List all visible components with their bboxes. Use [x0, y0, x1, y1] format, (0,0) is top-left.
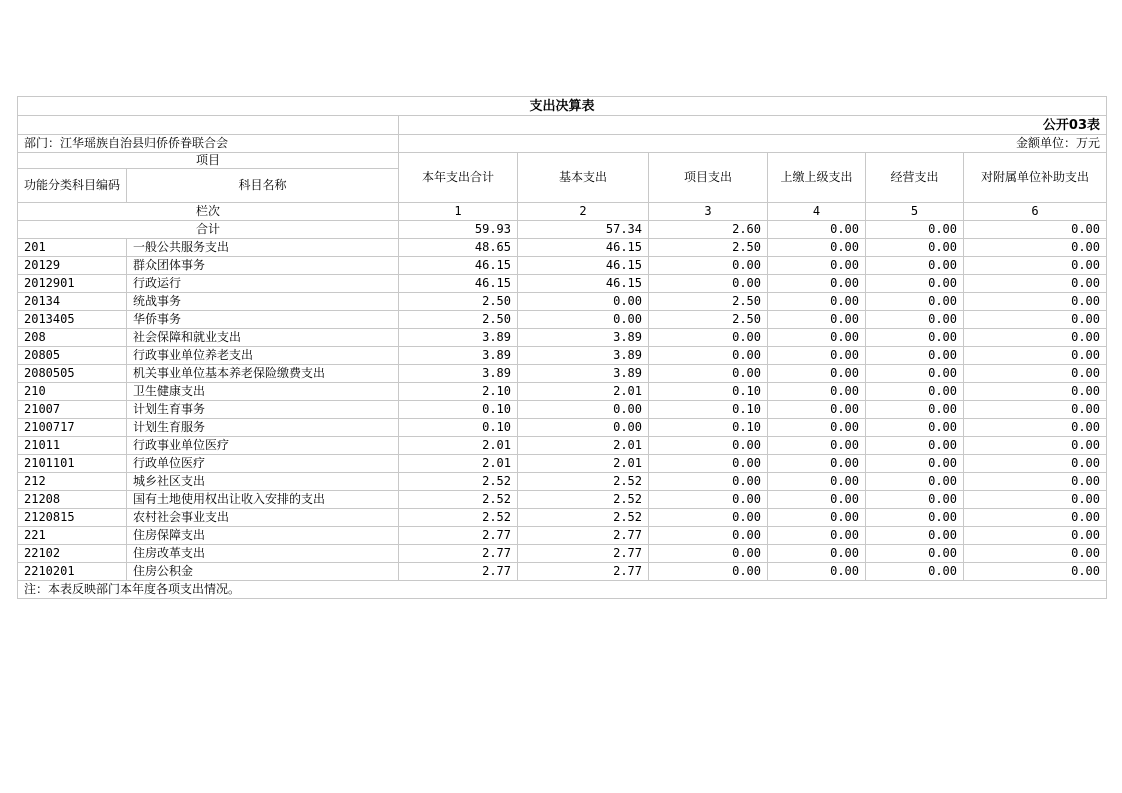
function-code-cell: 20134 — [18, 293, 127, 311]
amount-cell: 0.00 — [866, 401, 964, 419]
table-row — [18, 455, 1107, 473]
table-row — [18, 365, 1107, 383]
amount-cell: 0.00 — [768, 257, 866, 275]
amount-cell: 0.00 — [768, 419, 866, 437]
amount-cell: 0.00 — [649, 275, 768, 293]
amount-cell: 0.00 — [768, 365, 866, 383]
amount-cell: 0.00 — [768, 509, 866, 527]
expenditure-table-sheet — [17, 96, 1106, 599]
function-code-cell: 2080505 — [18, 365, 127, 383]
amount-cell: 0.00 — [649, 491, 768, 509]
col-number-1: 1 — [399, 203, 518, 221]
amount-cell: 0.00 — [964, 437, 1107, 455]
amount-cell: 0.00 — [768, 545, 866, 563]
amount-cell: 0.00 — [518, 311, 649, 329]
amount-cell: 0.00 — [649, 473, 768, 491]
table-row — [18, 347, 1107, 365]
amount-cell: 0.00 — [518, 401, 649, 419]
table-row — [18, 383, 1107, 401]
amount-cell: 0.00 — [964, 365, 1107, 383]
subject-name-cell: 行政事业单位医疗 — [127, 437, 399, 455]
amount-cell: 0.00 — [649, 509, 768, 527]
amount-cell: 2.01 — [518, 383, 649, 401]
amount-cell: 2.52 — [518, 509, 649, 527]
function-code-cell: 2210201 — [18, 563, 127, 581]
col-header-1: 本年支出合计 — [399, 153, 518, 203]
col-number-5: 5 — [866, 203, 964, 221]
total-row — [18, 221, 1107, 239]
amount-cell: 0.00 — [518, 293, 649, 311]
subject-name-cell: 行政单位医疗 — [127, 455, 399, 473]
amount-cell: 0.00 — [964, 329, 1107, 347]
function-code-cell: 2101101 — [18, 455, 127, 473]
amount-cell: 0.00 — [866, 329, 964, 347]
amount-cell: 0.00 — [964, 545, 1107, 563]
amount-cell: 2.10 — [399, 383, 518, 401]
amount-cell: 0.00 — [964, 509, 1107, 527]
amount-cell: 0.00 — [768, 473, 866, 491]
table-row — [18, 473, 1107, 491]
amount-cell: 0.00 — [964, 401, 1107, 419]
total-value: 0.00 — [964, 221, 1107, 239]
amount-cell: 3.89 — [518, 329, 649, 347]
amount-cell: 2.01 — [518, 437, 649, 455]
subject-name-cell: 国有土地使用权出让收入安排的支出 — [127, 491, 399, 509]
function-code-cell: 21011 — [18, 437, 127, 455]
total-label: 合计 — [18, 221, 399, 239]
col-header-2: 基本支出 — [518, 153, 649, 203]
amount-cell: 0.10 — [399, 419, 518, 437]
function-code-cell: 2120815 — [18, 509, 127, 527]
col-number-2: 2 — [518, 203, 649, 221]
function-code-cell: 210 — [18, 383, 127, 401]
subject-name-cell: 机关事业单位基本养老保险缴费支出 — [127, 365, 399, 383]
total-value: 57.34 — [518, 221, 649, 239]
subject-name-cell: 住房保障支出 — [127, 527, 399, 545]
form-number: 公开03表 — [399, 116, 1107, 135]
subject-name-cell: 计划生育事务 — [127, 401, 399, 419]
col-header-3: 项目支出 — [649, 153, 768, 203]
function-code-cell: 2100717 — [18, 419, 127, 437]
total-value: 0.00 — [768, 221, 866, 239]
amount-cell: 2.50 — [649, 239, 768, 257]
subject-name-cell: 农村社会事业支出 — [127, 509, 399, 527]
table-row — [18, 239, 1107, 257]
amount-cell: 2.77 — [399, 527, 518, 545]
subject-name-cell: 群众团体事务 — [127, 257, 399, 275]
amount-cell: 0.00 — [866, 347, 964, 365]
table-row — [18, 329, 1107, 347]
amount-cell: 0.00 — [866, 563, 964, 581]
project-header: 项目 — [18, 153, 399, 169]
amount-cell: 0.00 — [649, 563, 768, 581]
col-header-5: 经营支出 — [866, 153, 964, 203]
amount-cell: 0.00 — [866, 239, 964, 257]
amount-cell: 3.89 — [399, 365, 518, 383]
col-number-6: 6 — [964, 203, 1107, 221]
table-row — [18, 275, 1107, 293]
amount-cell: 0.00 — [964, 455, 1107, 473]
table-row — [18, 437, 1107, 455]
subject-name-cell: 住房公积金 — [127, 563, 399, 581]
amount-cell: 0.00 — [768, 437, 866, 455]
amount-cell: 0.00 — [768, 455, 866, 473]
amount-cell: 0.10 — [649, 383, 768, 401]
subject-name-cell: 卫生健康支出 — [127, 383, 399, 401]
amount-cell: 2.01 — [399, 455, 518, 473]
subject-name-cell: 计划生育服务 — [127, 419, 399, 437]
amount-cell: 0.00 — [964, 257, 1107, 275]
row-number-label: 栏次 — [18, 203, 399, 221]
amount-cell: 2.52 — [399, 491, 518, 509]
amount-cell: 2.50 — [399, 311, 518, 329]
amount-cell: 0.00 — [768, 347, 866, 365]
amount-cell: 2.77 — [518, 545, 649, 563]
amount-cell: 0.00 — [866, 473, 964, 491]
table-row — [18, 491, 1107, 509]
department-label: 部门：江华瑶族自治县归侨侨眷联合会 — [18, 135, 399, 153]
amount-cell: 0.00 — [768, 239, 866, 257]
amount-cell: 2.52 — [518, 473, 649, 491]
function-code-cell: 22102 — [18, 545, 127, 563]
amount-cell: 2.77 — [399, 545, 518, 563]
total-value: 2.60 — [649, 221, 768, 239]
amount-cell: 0.00 — [866, 293, 964, 311]
amount-cell: 0.00 — [964, 527, 1107, 545]
expenditure-table — [17, 96, 1107, 599]
amount-cell: 0.00 — [866, 437, 964, 455]
subject-name-cell: 社会保障和就业支出 — [127, 329, 399, 347]
amount-cell: 0.00 — [649, 257, 768, 275]
col-number-4: 4 — [768, 203, 866, 221]
subject-name-cell: 城乡社区支出 — [127, 473, 399, 491]
amount-cell: 48.65 — [399, 239, 518, 257]
amount-cell: 0.00 — [768, 563, 866, 581]
amount-cell: 0.00 — [768, 491, 866, 509]
amount-cell: 2.52 — [518, 491, 649, 509]
amount-cell: 0.00 — [964, 293, 1107, 311]
amount-cell: 0.00 — [866, 545, 964, 563]
amount-cell: 0.00 — [768, 275, 866, 293]
unit-label: 金额单位：万元 — [399, 135, 1107, 153]
amount-cell: 0.00 — [866, 257, 964, 275]
amount-cell: 0.00 — [964, 239, 1107, 257]
amount-cell: 0.00 — [866, 365, 964, 383]
amount-cell: 0.00 — [866, 275, 964, 293]
table-row — [18, 509, 1107, 527]
amount-cell: 2.52 — [399, 473, 518, 491]
table-note: 注：本表反映部门本年度各项支出情况。 — [18, 581, 1107, 599]
amount-cell: 0.00 — [964, 473, 1107, 491]
amount-cell: 2.50 — [649, 293, 768, 311]
amount-cell: 0.00 — [649, 527, 768, 545]
amount-cell: 3.89 — [518, 347, 649, 365]
amount-cell: 0.10 — [649, 419, 768, 437]
amount-cell: 2.50 — [649, 311, 768, 329]
amount-cell: 0.00 — [964, 383, 1107, 401]
amount-cell: 0.00 — [518, 419, 649, 437]
function-code-cell: 20805 — [18, 347, 127, 365]
amount-cell: 46.15 — [399, 257, 518, 275]
blank-cell — [18, 116, 399, 135]
amount-cell: 46.15 — [518, 275, 649, 293]
function-code-cell: 212 — [18, 473, 127, 491]
function-code-cell: 21007 — [18, 401, 127, 419]
amount-cell: 0.00 — [768, 311, 866, 329]
function-code-cell: 20129 — [18, 257, 127, 275]
table-row — [18, 563, 1107, 581]
amount-cell: 0.00 — [649, 329, 768, 347]
total-value: 0.00 — [866, 221, 964, 239]
name-col-header: 科目名称 — [127, 169, 399, 203]
function-code-cell: 2012901 — [18, 275, 127, 293]
amount-cell: 0.00 — [866, 311, 964, 329]
table-row — [18, 257, 1107, 275]
amount-cell: 0.10 — [399, 401, 518, 419]
amount-cell: 2.77 — [399, 563, 518, 581]
amount-cell: 0.00 — [649, 365, 768, 383]
subject-name-cell: 华侨事务 — [127, 311, 399, 329]
amount-cell: 0.00 — [649, 347, 768, 365]
amount-cell: 0.00 — [768, 293, 866, 311]
amount-cell: 2.52 — [399, 509, 518, 527]
table-row — [18, 311, 1107, 329]
amount-cell: 2.50 — [399, 293, 518, 311]
amount-cell: 3.89 — [399, 329, 518, 347]
amount-cell: 2.01 — [399, 437, 518, 455]
amount-cell: 0.00 — [866, 455, 964, 473]
subject-name-cell: 统战事务 — [127, 293, 399, 311]
amount-cell: 46.15 — [518, 239, 649, 257]
amount-cell: 46.15 — [399, 275, 518, 293]
table-row — [18, 293, 1107, 311]
amount-cell: 2.77 — [518, 527, 649, 545]
amount-cell: 2.01 — [518, 455, 649, 473]
amount-cell: 46.15 — [518, 257, 649, 275]
amount-cell: 0.00 — [964, 311, 1107, 329]
table-row — [18, 401, 1107, 419]
subject-name-cell: 一般公共服务支出 — [127, 239, 399, 257]
table-title: 支出决算表 — [18, 97, 1107, 116]
amount-cell: 0.00 — [649, 455, 768, 473]
amount-cell: 0.00 — [964, 347, 1107, 365]
amount-cell: 0.00 — [649, 437, 768, 455]
amount-cell: 0.00 — [768, 527, 866, 545]
col-header-4: 上缴上级支出 — [768, 153, 866, 203]
amount-cell: 0.00 — [768, 383, 866, 401]
function-code-cell: 2013405 — [18, 311, 127, 329]
amount-cell: 0.00 — [768, 329, 866, 347]
table-row — [18, 419, 1107, 437]
code-col-header: 功能分类科目编码 — [18, 169, 127, 203]
function-code-cell: 201 — [18, 239, 127, 257]
function-code-cell: 221 — [18, 527, 127, 545]
col-number-3: 3 — [649, 203, 768, 221]
amount-cell: 2.77 — [518, 563, 649, 581]
amount-cell: 0.00 — [649, 545, 768, 563]
subject-name-cell: 行政运行 — [127, 275, 399, 293]
subject-name-cell: 住房改革支出 — [127, 545, 399, 563]
amount-cell: 0.00 — [866, 527, 964, 545]
table-row — [18, 527, 1107, 545]
amount-cell: 0.00 — [964, 419, 1107, 437]
function-code-cell: 208 — [18, 329, 127, 347]
amount-cell: 0.00 — [866, 491, 964, 509]
subject-name-cell: 行政事业单位养老支出 — [127, 347, 399, 365]
function-code-cell: 21208 — [18, 491, 127, 509]
amount-cell: 0.00 — [768, 401, 866, 419]
amount-cell: 0.00 — [964, 275, 1107, 293]
amount-cell: 0.10 — [649, 401, 768, 419]
table-row — [18, 545, 1107, 563]
amount-cell: 0.00 — [866, 419, 964, 437]
amount-cell: 0.00 — [964, 563, 1107, 581]
amount-cell: 0.00 — [866, 383, 964, 401]
total-value: 59.93 — [399, 221, 518, 239]
amount-cell: 3.89 — [399, 347, 518, 365]
col-header-6: 对附属单位补助支出 — [964, 153, 1107, 203]
amount-cell: 3.89 — [518, 365, 649, 383]
amount-cell: 0.00 — [964, 491, 1107, 509]
amount-cell: 0.00 — [866, 509, 964, 527]
